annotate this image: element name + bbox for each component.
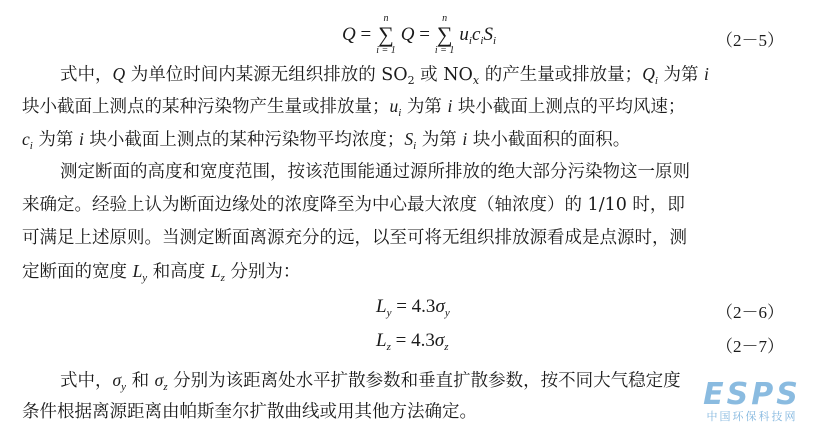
paragraph-3-line-2: 条件根据离源距离由帕斯奎尔扩散曲线或用其他方法确定。 — [22, 402, 477, 422]
paragraph-1-line-3: $c_i$ 为第 i 块小截面上测点的某种污染物平均浓度；$S_i$ 为第 i 块小截面积的面积。 — [22, 129, 631, 152]
summation-symbol: ∑ n i = 1 — [376, 13, 396, 56]
equation-2-5: Q = ∑ n i = 1 Q = ∑ n i = 1 $u_ic_iS_i$ — [342, 13, 497, 56]
equation-2-6: $L_y = 4.3\sigma_y$ — [376, 296, 450, 319]
paragraph-1-line-2: 块小截面上测点的某种污染物产生量或排放量；$u_i$ 为第 i 块小截面上测点的平均风速； — [22, 96, 686, 119]
paragraph-2-line-1: 测定断面的高度和宽度范围，按该范围能通过源所排放的绝大部分污染物这一原则 — [60, 162, 690, 182]
paragraph-2-line-4: 定断面的宽度 $L_y$ 和高度 $L_z$ 分别为： — [22, 261, 301, 284]
equation-number: （2－5） — [716, 31, 784, 50]
paragraph-2-line-3: 可满足上述原则。当测定断面离源充分的远，以至可将无组织排放源看成是点源时，测 — [22, 228, 687, 248]
equation-number: （2－6） — [716, 303, 784, 322]
watermark-logo-text: ESPS — [703, 377, 801, 412]
watermark-logo — [677, 377, 827, 423]
watermark-subtitle: 中国环保科技网 — [706, 410, 798, 423]
summation-symbol: ∑ n i = 1 — [434, 13, 455, 56]
paragraph-3-line-1: 式中，$\sigma_y$ 和 $\sigma_z$ 分别为该距离处水平扩散参数和垂直扩散参数，按不同大气稳定度 — [60, 370, 681, 393]
equation-number: （2－7） — [716, 337, 784, 356]
paragraph-1-line-1: 式中，Q 为单位时间内某源无组织排放的 $SO_2$ 或 $NO_x$ 的产生量或排放量；$Q_i$ 为第 i — [60, 64, 709, 87]
equation-2-7: $L_z = 4.3\sigma_z$ — [376, 330, 449, 353]
paragraph-2-line-2: 来确定。经验上认为断面边缘处的浓度降至为中心最大浓度（轴浓度）的 1/10 时，即 — [22, 195, 685, 215]
